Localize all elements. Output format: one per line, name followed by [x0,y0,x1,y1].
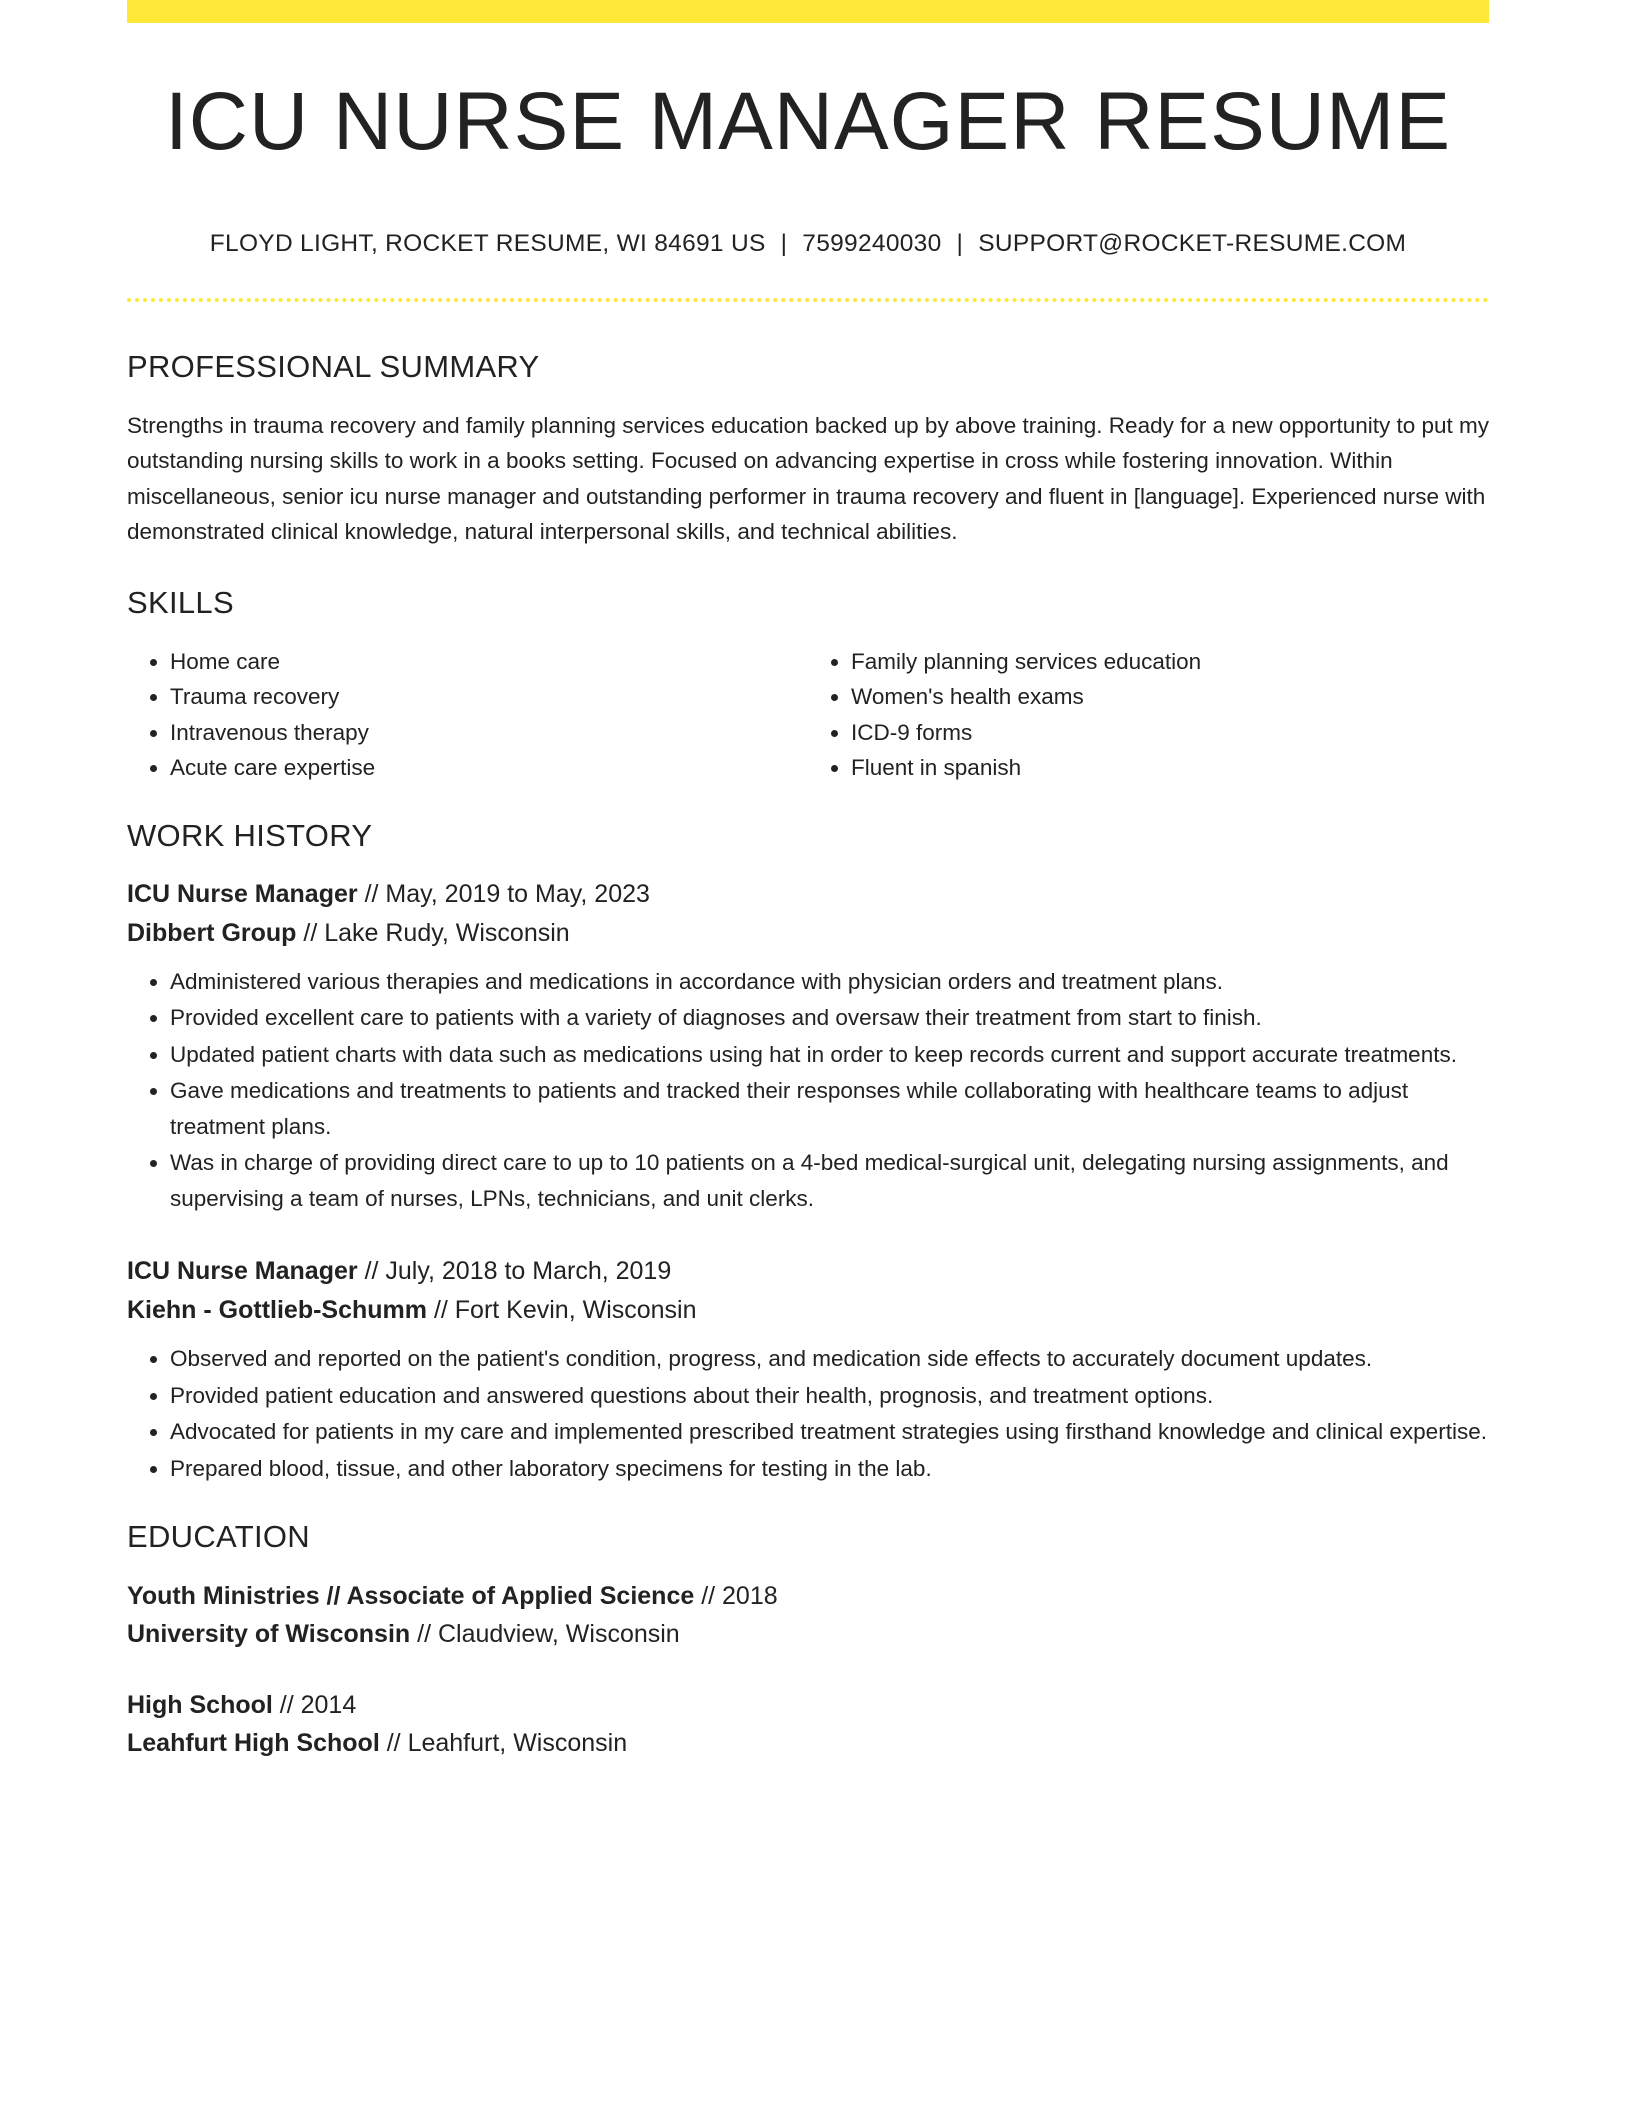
job-bullet: • Advocated for patients in my care and implemented prescribed treatment strategies using firsthand knowledge and clinical expertise. [170,1414,1489,1450]
education-school-line [127,1724,1489,1762]
job-title-line [127,875,1489,914]
education-degree: High School [127,1691,273,1719]
job-bullet: • Administered various therapies and medications in accordance with physician orders and treatment plans. [170,964,1489,1000]
job-bullet: • Gave medications and treatments to patients and tracked their responses while collaborating with healthcare teams to adjust treatment plans. [170,1073,1489,1144]
education-school-line [127,1615,1489,1653]
skill-item: • Women's health exams [851,679,1489,715]
job-bullet: • Updated patient charts with data such as medications using hat in order to keep records current and support accurate treatments. [170,1037,1489,1073]
top-accent-bar [127,0,1489,23]
summary-heading: PROFESSIONAL SUMMARY [127,348,540,384]
skill-item: • Trauma recovery [170,679,808,715]
skills-column-right [808,644,1489,786]
job-title: ICU Nurse Manager [127,1257,358,1285]
job-location: // Lake Rudy, Wisconsin [296,918,570,947]
job-bullet: • Was in charge of providing direct care to up to 10 patients on a 4-bed medical-surgical unit, delegating nursing assignments, and supervising a team of nurses, LPNs, technicians, and unit clerks. [170,1145,1489,1216]
skill-item: • Home care [170,644,808,680]
education-entry [127,1577,1489,1653]
skill-item: • Intravenous therapy [170,715,808,751]
contact-separator: | [780,230,788,257]
job-bullets [127,964,1489,1217]
job-company: Kiehn - Gottlieb-Schumm [127,1296,427,1324]
education-degree-line [127,1686,1489,1724]
education-school: University of Wisconsin [127,1620,411,1648]
skills-grid [127,644,1489,786]
resume-title: ICU NURSE MANAGER RESUME [164,76,1452,167]
education-year: // 2014 [272,1691,357,1719]
contact-address: FLOYD LIGHT, ROCKET RESUME, WI 84691 US [209,230,766,257]
job-company-line [127,1291,1489,1330]
job-entry [127,875,1489,953]
education-degree: Youth Ministries // Associate of Applied Science [127,1582,695,1610]
job-bullets [127,1341,1489,1486]
education-entry [127,1686,1489,1762]
job-title-line [127,1252,1489,1291]
job-company-line [127,914,1489,953]
contact-phone: 7599240030 [802,230,942,257]
job-bullet: • Prepared blood, tissue, and other laboratory specimens for testing in the lab. [170,1451,1489,1487]
contact-line [127,232,1489,257]
job-company: Dibbert Group [127,918,297,947]
contact-separator: | [956,230,964,257]
job-location: // Fort Kevin, Wisconsin [427,1296,697,1324]
education-location: // Claudview, Wisconsin [410,1620,680,1648]
job-dates: // May, 2019 to May, 2023 [357,879,650,908]
job-dates: // July, 2018 to March, 2019 [357,1257,672,1285]
skill-item: • Fluent in spanish [851,750,1489,786]
education-year: // 2018 [694,1582,778,1610]
skill-item: • Family planning services education [851,644,1489,680]
education-location: // Leahfurt, Wisconsin [379,1729,628,1757]
skills-heading: SKILLS [127,584,234,620]
education-heading: EDUCATION [127,1519,310,1554]
header-divider [127,298,1489,302]
resume-page [127,0,1489,1762]
job-bullet: • Observed and reported on the patient's condition, progress, and medication side effects to accurately document updates. [170,1341,1489,1377]
education-school: Leahfurt High School [127,1729,380,1757]
skills-column-left [127,644,808,786]
job-title: ICU Nurse Manager [127,879,358,908]
skill-item: • ICD-9 forms [851,715,1489,751]
job-entry [127,1252,1489,1330]
summary-text: Strengths in trauma recovery and family planning services education backed up by above training. Ready for a new opportunity to put my outstanding nursing skills to work in a books setting. Focused on advancing expertise in cross while fostering innovation. Within miscellaneous, senior icu nurse manager and outstanding performer in trauma recovery and fluent in [language]. Experienced nurse with demonstrated clinical knowledge, natural interpersonal skills, and technical abilities. [127,412,1490,544]
skill-item: • Acute care expertise [170,750,808,786]
job-bullet: • Provided excellent care to patients with a variety of diagnoses and oversaw their treatment from start to finish. [170,1000,1489,1036]
contact-email: SUPPORT@ROCKET-RESUME.COM [978,230,1407,257]
work-history-heading: WORK HISTORY [127,817,373,853]
education-degree-line [127,1577,1489,1615]
job-bullet: • Provided patient education and answered questions about their health, prognosis, and treatment options. [170,1378,1489,1414]
